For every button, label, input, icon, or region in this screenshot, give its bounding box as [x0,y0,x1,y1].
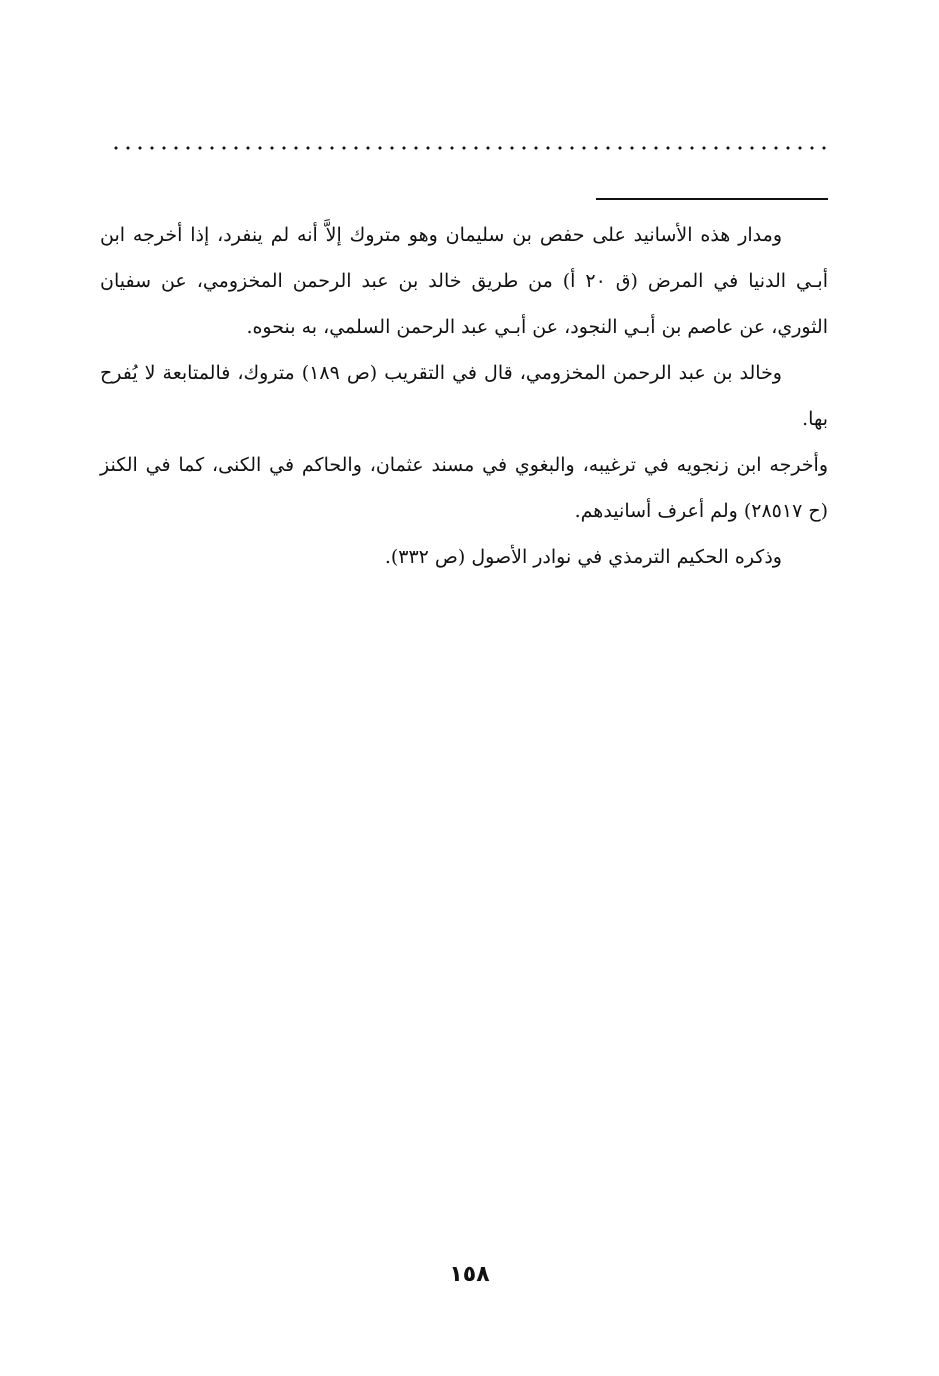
dotted-separator [110,146,828,150]
footnote-paragraph: وذكره الحكيم الترمذي في نوادر الأصول (ص ٣٣٢). [384,546,782,568]
footnote-rule [596,198,828,200]
footnote-text [100,212,828,580]
footnote-paragraph: وأخرجه ابن زنجويه في ترغيبه، والبغوي في مسند عثمان، والحاكم في الكنى، كما في الكنز (ح ٢٨٥١٧) ولم أعرف أسانيدهم. [100,454,828,522]
page-number: ١٥٨ [449,1262,490,1287]
footnote-paragraph: ومدار هذه الأسانيد على حفص بن سليمان وهو متروك إلاَّ أنه لم ينفرد، إذا أخرجه ابن أبـي الدنيا في المرض (ق ٢٠ أ) من طريق خالد بن عبد الرحمن المخزومي، عن سفيان الثوري، عن عاصم بن أبـي النجود، عن أبـي عبد الرحمن السلمي، به بنحوه. [100,224,828,338]
footnote-paragraph: وخالد بن عبد الرحمن المخزومي، قال في التقريب (ص ١٨٩) متروك، فالمتابعة لا يُفرح بها. [100,362,828,430]
